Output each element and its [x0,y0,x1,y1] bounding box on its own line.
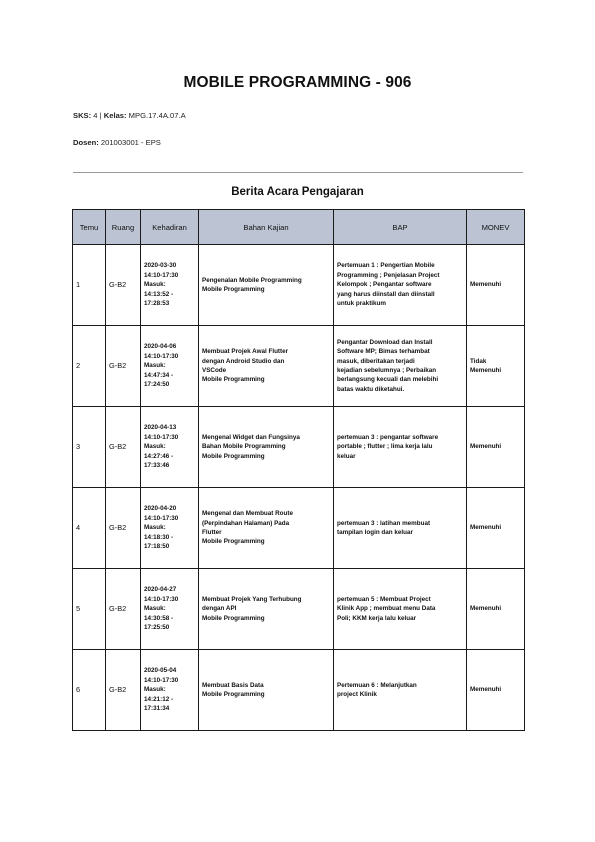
cell-ruang: G-B2 [106,407,141,488]
cell-monev: Memenuhi [467,488,525,569]
cell-temu: 5 [73,569,106,650]
cell-bahan-kajian: Membuat Projek Yang Terhubung dengan API Mobile Programming [199,569,334,650]
dosen-label: Dosen: [73,138,99,147]
cell-bap: pertemuan 5 : Membuat Project Klinik App ; membuat menu Data Poli; KKM kerja lalu keluar [334,569,467,650]
cell-bap: Pertemuan 6 : Melanjutkan project Klinik [334,650,467,731]
section-title: Berita Acara Pengajaran [231,186,364,198]
cell-bahan-kajian: Pengenalan Mobile Programming Mobile Programming [199,245,334,326]
column-header-temu: Temu [73,210,106,245]
column-header-monev: MONEV [467,210,525,245]
kelas-label: Kelas: [103,111,127,120]
cell-temu: 6 [73,650,106,731]
cell-monev: Memenuhi [467,407,525,488]
cell-ruang: G-B2 [106,650,141,731]
cell-temu: 2 [73,326,106,407]
cell-kehadiran: 2020-04-27 14:10-17:30 Masuk: 14:30:58 - 17:25:50 [141,569,199,650]
cell-bap: pertemuan 3 : latihan membuat tampilan login dan keluar [334,488,467,569]
kelas-value: MPG.17.4A.07.A [128,111,186,120]
table-header-row [73,210,525,245]
table-row [73,488,525,569]
divider [73,172,523,173]
column-header-bahan-kajian: Bahan Kajian [199,210,334,245]
cell-ruang: G-B2 [106,569,141,650]
bap-table [72,209,525,731]
cell-ruang: G-B2 [106,488,141,569]
course-meta [73,111,186,120]
cell-monev: Memenuhi [467,650,525,731]
sks-value: 4 [93,111,98,120]
table-row [73,569,525,650]
cell-ruang: G-B2 [106,326,141,407]
cell-bap: pertemuan 3 : pengantar software portable ; flutter ; lima kerja lalu keluar [334,407,467,488]
table-row [73,245,525,326]
cell-ruang: G-B2 [106,245,141,326]
cell-temu: 4 [73,488,106,569]
column-header-ruang: Ruang [106,210,141,245]
sks-label: SKS: [73,111,92,120]
table-row [73,407,525,488]
cell-monev: Tidak Memenuhi [467,326,525,407]
cell-temu: 1 [73,245,106,326]
table-row [73,650,525,731]
cell-temu: 3 [73,407,106,488]
meta-separator: | [99,111,102,120]
column-header-kehadiran: Kehadiran [141,210,199,245]
cell-bap: Pengantar Download dan Install Software MP; Bimas terhambat masuk, diberitakan terjadi kejadian sebelumnya ; Perbaikan berlangsung kecuali dan melebihi batas waktu diketahui. [334,326,467,407]
cell-kehadiran: 2020-03-30 14:10-17:30 Masuk: 14:13:52 - 17:28:53 [141,245,199,326]
cell-monev: Memenuhi [467,245,525,326]
cell-bahan-kajian: Mengenal dan Membuat Route (Perpindahan Halaman) Pada Flutter Mobile Programming [199,488,334,569]
dosen-value: 201003001 - EPS [100,138,161,147]
cell-kehadiran: 2020-04-20 14:10-17:30 Masuk: 14:18:30 - 17:18:50 [141,488,199,569]
cell-monev: Memenuhi [467,569,525,650]
cell-kehadiran: 2020-05-04 14:10-17:30 Masuk: 14:21:12 - 17:31:34 [141,650,199,731]
lecturer-meta [73,138,161,147]
page-title: MOBILE PROGRAMMING - 906 [183,74,412,91]
column-header-bap: BAP [334,210,467,245]
cell-bap: Pertemuan 1 : Pengertian Mobile Programming ; Penjelasan Project Kelompok ; Pengantar software yang harus diinstall dan diinstall untuk praktikum [334,245,467,326]
cell-bahan-kajian: Mengenal Widget dan Fungsinya Bahan Mobile Programming Mobile Programming [199,407,334,488]
cell-kehadiran: 2020-04-06 14:10-17:30 Masuk: 14:47:34 - 17:24:50 [141,326,199,407]
cell-bahan-kajian: Membuat Basis Data Mobile Programming [199,650,334,731]
cell-bahan-kajian: Membuat Projek Awal Flutter dengan Android Studio dan VSCode Mobile Programming [199,326,334,407]
cell-kehadiran: 2020-04-13 14:10-17:30 Masuk: 14:27:46 - 17:33:46 [141,407,199,488]
table-row [73,326,525,407]
